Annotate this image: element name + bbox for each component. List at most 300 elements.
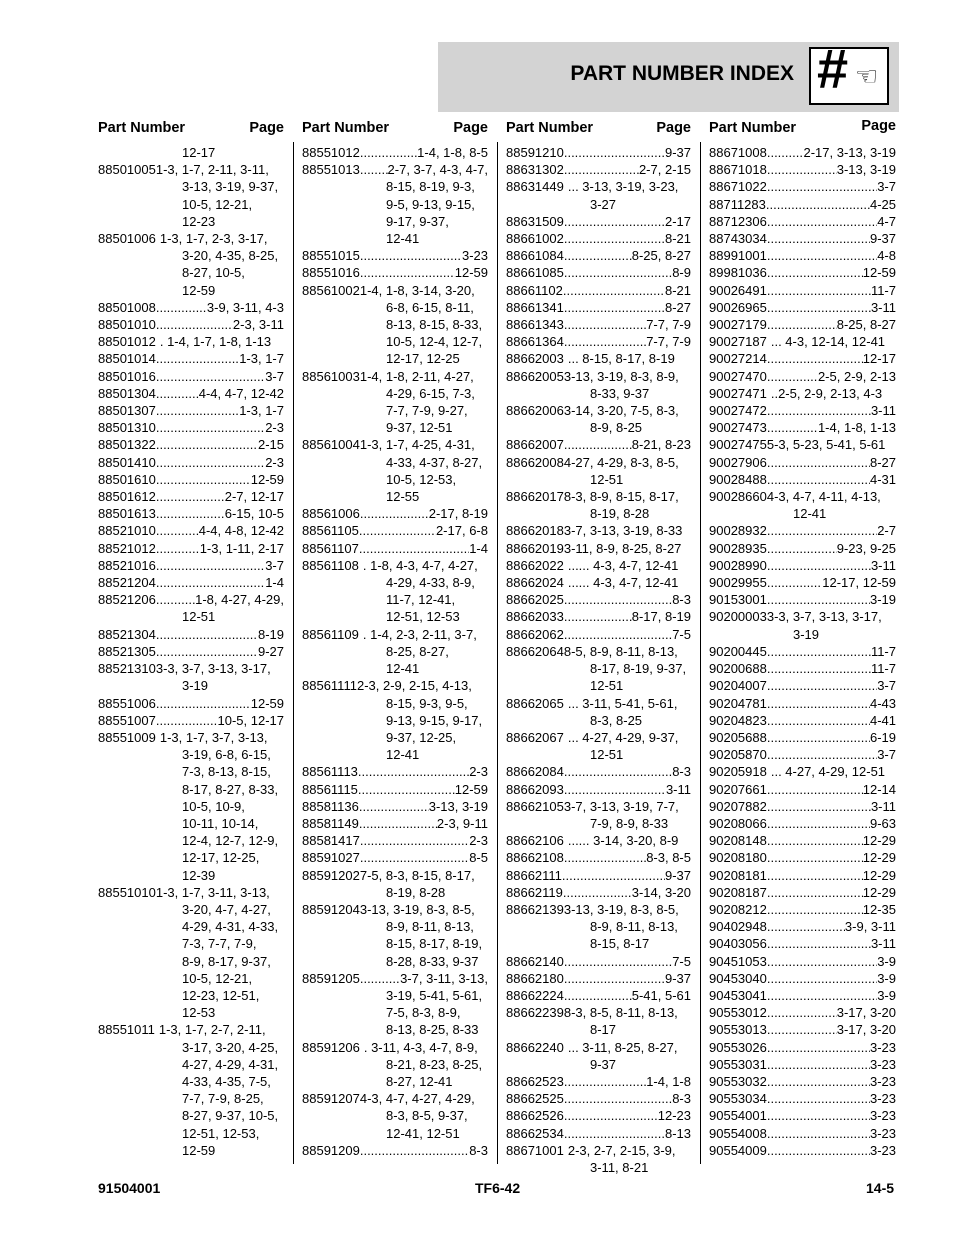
dot-leader xyxy=(564,626,672,643)
dot-leader xyxy=(766,196,870,213)
index-entry xyxy=(506,849,691,866)
page-references: 3-11 xyxy=(870,299,896,315)
index-entry xyxy=(98,643,284,660)
page-references-continuation: 8-17, 8-19, 9-37, xyxy=(590,661,687,677)
page-references-continuation: 10-5, 12-21, xyxy=(182,970,253,986)
page-references: 8-3 xyxy=(672,592,691,608)
page-references: 9-37 xyxy=(664,970,691,986)
page-references: 8-19 xyxy=(257,626,284,642)
page-references: -3, 1-7, 4-25, 4-31, xyxy=(367,437,475,453)
page-references: 3-23 xyxy=(869,1073,896,1089)
index-entry xyxy=(98,454,284,471)
page-references: 8-3 xyxy=(672,1091,691,1107)
page-references: -3, 8-9, 8-15, 8-17, xyxy=(571,489,679,505)
index-entry xyxy=(98,574,284,591)
index-entry xyxy=(709,815,896,832)
dot-leader xyxy=(767,264,863,281)
part-number: 88662108 xyxy=(506,850,564,866)
index-entry xyxy=(709,299,896,316)
index-entry xyxy=(709,867,896,884)
page-references: 3-17, 3-20 xyxy=(836,1005,896,1021)
part-number: 90029955 xyxy=(709,575,767,591)
page-references: 2-7 xyxy=(877,523,896,539)
page-references: 3-7 xyxy=(877,179,896,195)
index-entry xyxy=(98,471,284,488)
dot-leader xyxy=(767,781,863,798)
page-references-continuation: 9-37, 12-25, xyxy=(386,729,457,745)
page-references-continuation: 7-3, 7-7, 7-9, xyxy=(182,936,257,952)
page-references: 3-23 xyxy=(869,1125,896,1141)
dot-leader xyxy=(359,522,436,539)
page-references: 1-3, 1-11, 2-17 xyxy=(199,540,284,556)
dot-leader xyxy=(360,1142,469,1159)
dot-leader xyxy=(767,316,837,333)
index-entry xyxy=(709,196,896,213)
part-number: 88662224 xyxy=(506,987,564,1003)
part-number: 90027471 xyxy=(709,385,767,401)
dot-leader xyxy=(767,867,863,884)
part-number: 88521206 xyxy=(98,592,156,608)
dot-leader xyxy=(767,1125,870,1142)
page-references: 12-35 xyxy=(862,901,896,917)
page-references-continuation: 12-51 xyxy=(590,678,624,694)
part-number: 90208148 xyxy=(709,833,767,849)
part-number: 88662084 xyxy=(506,764,564,780)
page-references: 7-7, 7-9 xyxy=(646,334,691,350)
index-entry xyxy=(302,901,488,918)
part-number: 90200445 xyxy=(709,643,767,659)
page-references: 8-3, 8-5 xyxy=(646,850,691,866)
part-number: 88501612 xyxy=(98,489,156,505)
page-references-continuation: 12-23 xyxy=(182,213,216,229)
page-references: 8-21, 8-23 xyxy=(631,437,691,453)
index-entry xyxy=(506,867,691,884)
page-references: 12-17 xyxy=(862,351,896,367)
page-references: 1-3, 1-7 xyxy=(239,403,284,419)
page-references-continuation: 9-17, 9-37, xyxy=(386,213,449,229)
page-references-continuation: 8-21, 8-23, 8-25, xyxy=(386,1056,483,1072)
part-number: 90027179 xyxy=(709,317,767,333)
page-references-continuation: 8-13, 8-25, 8-33 xyxy=(386,1022,479,1038)
page-references: 3-19 xyxy=(869,592,896,608)
part-number: 88551013 xyxy=(302,162,360,178)
page-references-continuation: 10-5, 12-53, xyxy=(386,471,457,487)
part-number: 88551012 xyxy=(302,145,360,160)
index-entry xyxy=(302,368,488,385)
index-entry xyxy=(506,643,691,660)
part-number: 90205870 xyxy=(709,747,767,763)
page-references: ... 4-27, 4-29, 12-51 xyxy=(770,764,886,780)
dot-leader xyxy=(156,522,199,539)
page-references: 6-19 xyxy=(869,729,896,745)
page-references: 3-17, 3-20 xyxy=(836,1022,896,1038)
index-entry xyxy=(709,557,896,574)
index-entry xyxy=(302,436,488,453)
index-entry xyxy=(709,213,896,230)
page-references: 9-63 xyxy=(869,815,896,831)
part-number: 885611112 xyxy=(302,678,365,694)
part-number: 88501410 xyxy=(98,454,156,470)
index-entry xyxy=(506,213,691,230)
page-references: 2-3, 3-11 xyxy=(232,317,284,333)
index-entry xyxy=(506,299,691,316)
index-entry xyxy=(302,781,488,798)
page-references: 3-7 xyxy=(265,368,284,384)
page-references: 4-4, 4-7, 12-42 xyxy=(198,385,284,401)
dot-leader xyxy=(564,608,632,625)
part-number: 88561113 xyxy=(302,764,358,780)
part-number: 90207882 xyxy=(709,798,767,814)
index-entry xyxy=(709,471,896,488)
part-number: 88662119 xyxy=(506,884,563,900)
part-number: 88631509 xyxy=(506,213,564,229)
page-references: 3-9 xyxy=(877,953,896,969)
page-header: Page xyxy=(453,120,488,136)
index-entry xyxy=(709,247,896,264)
index-entry xyxy=(302,763,488,780)
page-references: ... 4-27, 4-29, 9-37, xyxy=(567,729,679,745)
dot-leader xyxy=(564,763,672,780)
page-references: 2-7, 2-15 xyxy=(638,162,691,178)
index-entry xyxy=(506,1090,691,1107)
page-references-continuation: 12-41 xyxy=(386,661,420,677)
part-number: 88551007 xyxy=(98,712,156,728)
index-entry xyxy=(98,368,284,385)
part-number: 88561107 xyxy=(302,540,359,556)
index-entry xyxy=(98,230,284,247)
index-entry xyxy=(506,970,691,987)
page-references: 3-23 xyxy=(869,1039,896,1055)
part-number: 88662140 xyxy=(506,953,564,969)
part-number: 88662065 xyxy=(506,695,564,711)
model-label: TF6-42 xyxy=(475,1180,521,1196)
page-references-continuation: 8-27, 10-5, xyxy=(182,265,245,281)
dot-leader xyxy=(360,505,429,522)
page-references-continuation: 8-27, 9-37, 10-5, xyxy=(182,1108,279,1124)
index-entry xyxy=(302,798,488,815)
page-references: -7, 3-13, 3-19, 8-33 xyxy=(571,523,683,539)
part-number: 88712306 xyxy=(709,213,767,229)
index-entry xyxy=(98,540,284,557)
dot-leader xyxy=(360,849,469,866)
page-references-continuation: 10-5, 12-21, xyxy=(182,196,253,212)
part-number: 886621393 xyxy=(506,901,572,917)
page-references: 4-43 xyxy=(869,695,896,711)
page-references: ... 3-13, 3-19, 3-23, xyxy=(567,179,679,195)
index-entry xyxy=(302,144,488,161)
index-entry xyxy=(709,901,896,918)
part-number: 90402948 xyxy=(709,919,767,935)
dot-leader xyxy=(767,832,863,849)
index-entry xyxy=(709,608,896,625)
page-references: 2-3, 9-11 xyxy=(436,815,488,831)
page-references: -3, 2-9, 2-15, 4-13, xyxy=(364,678,472,694)
dot-leader xyxy=(767,953,877,970)
part-number: 88561109 xyxy=(302,626,359,642)
page-references: 12-59 xyxy=(454,781,488,797)
dot-leader xyxy=(564,161,639,178)
index-entry xyxy=(302,867,488,884)
index-entry xyxy=(709,591,896,608)
index-entry xyxy=(98,488,284,505)
index-entry xyxy=(709,660,896,677)
page-references: -7, 3-13, 3-19, 7-7, xyxy=(571,798,679,814)
part-number: 88662526 xyxy=(506,1108,564,1124)
page-references-continuation: 7-7, 7-9, 9-27, xyxy=(386,403,468,419)
page-references: -3, 3-7, 3-13, 3-17, xyxy=(774,609,882,625)
dot-leader xyxy=(767,884,863,901)
index-entry xyxy=(709,385,896,402)
page-references-continuation: 10-11, 10-14, xyxy=(182,815,259,831)
page-references-continuation: 10-5, 12-4, 12-7, xyxy=(386,334,483,350)
part-number: 88631449 xyxy=(506,179,564,195)
index-entry xyxy=(709,161,896,178)
part-number: 886622398 xyxy=(506,1005,572,1021)
dot-leader xyxy=(156,626,258,643)
page-references-continuation: 12-53 xyxy=(182,1005,216,1021)
dot-leader xyxy=(564,144,665,161)
page-references-continuation: 12-51 xyxy=(590,747,624,763)
part-number: 88662007 xyxy=(506,437,564,453)
page-references-continuation: 3-27 xyxy=(590,196,617,212)
part-number: 90027214 xyxy=(709,351,767,367)
dot-leader xyxy=(767,299,871,316)
page-header: Page xyxy=(249,120,284,136)
part-number: 90028932 xyxy=(709,523,767,539)
page-references: 3-11 xyxy=(870,557,896,573)
dot-leader xyxy=(360,247,462,264)
part-number: 885213103 xyxy=(98,661,164,677)
page-references: 12-29 xyxy=(862,850,896,866)
page-references: 9-37 xyxy=(869,231,896,247)
part-number: 88631302 xyxy=(506,162,564,178)
part-number: 885010051 xyxy=(98,162,164,178)
page-references: 3-9 xyxy=(877,970,896,986)
page-header: Page xyxy=(656,120,691,136)
part-number: 885610041 xyxy=(302,437,368,453)
column-divider xyxy=(293,142,294,1164)
part-number: 886620063 xyxy=(506,403,572,419)
page-references: 3-9 xyxy=(877,987,896,1003)
part-number: 900274755 xyxy=(709,437,775,453)
document-number: 91504001 xyxy=(98,1180,161,1196)
index-entry xyxy=(709,1142,896,1159)
part-number: 88501310 xyxy=(98,420,156,436)
page-references-continuation: 3-19 xyxy=(793,626,820,642)
page-references-continuation: 4-27, 4-29, 4-31, xyxy=(182,1056,279,1072)
dot-leader xyxy=(767,574,822,591)
page-references-continuation: 3-20, 4-7, 4-27, xyxy=(182,901,271,917)
page-references: 11-7 xyxy=(870,661,896,677)
page-references: 1-4 xyxy=(469,540,488,556)
page-references: -14, 3-20, 7-5, 8-3, xyxy=(571,403,679,419)
index-entry xyxy=(709,884,896,901)
part-number: 88671018 xyxy=(709,162,767,178)
index-entry xyxy=(506,436,691,453)
part-number: 886620183 xyxy=(506,523,572,539)
dot-leader xyxy=(767,660,871,677)
page-references-continuation: 12-17, 12-25, xyxy=(182,850,260,866)
index-entry xyxy=(709,1039,896,1056)
index-entry xyxy=(709,230,896,247)
index-entry xyxy=(98,522,284,539)
index-entry xyxy=(506,402,691,419)
page-references: 8-13 xyxy=(664,1125,691,1141)
page-references-continuation: 8-27, 12-41 xyxy=(386,1073,453,1089)
dot-leader xyxy=(767,1056,870,1073)
page-references: 12-59 xyxy=(250,471,284,487)
index-entry xyxy=(302,1142,488,1159)
dot-leader xyxy=(564,849,646,866)
page-references-continuation: 12-4, 12-7, 12-9, xyxy=(182,833,279,849)
part-number: 90027187 xyxy=(709,334,767,350)
index-entry xyxy=(302,505,488,522)
page-references: 1-4, 1-8, 1-13 xyxy=(817,420,896,436)
page-references: 1-3, 1-7 xyxy=(239,351,284,367)
dot-leader xyxy=(156,350,239,367)
page-references: ...... 4-3, 4-7, 12-41 xyxy=(567,557,679,573)
part-number: 885912074 xyxy=(302,1091,368,1107)
index-entry xyxy=(709,935,896,952)
page-references-continuation: 12-51, 12-53 xyxy=(386,609,460,625)
part-number: 88551016 xyxy=(302,265,360,281)
page-references: 4-31 xyxy=(869,471,896,487)
part-number: 88591206 xyxy=(302,1039,360,1055)
page-references: 2-17, 6-8 xyxy=(435,523,488,539)
page-references-continuation: 12-23, 12-51, xyxy=(182,987,260,1003)
part-number: 90553031 xyxy=(709,1056,767,1072)
index-entry xyxy=(506,488,691,505)
part-number: 88561115 xyxy=(302,781,358,797)
index-entry xyxy=(709,522,896,539)
dot-leader xyxy=(767,677,877,694)
dot-leader xyxy=(767,178,877,195)
page-references: 12-29 xyxy=(862,867,896,883)
index-entry xyxy=(506,1142,691,1159)
part-number: 90553013 xyxy=(709,1022,767,1038)
page-references: 2-17, 3-13, 3-19 xyxy=(803,145,896,160)
hash-pointing-hand-icon: # ☜ xyxy=(809,47,889,105)
part-number: 886621053 xyxy=(506,798,572,814)
part-number: 88661364 xyxy=(506,334,564,350)
part-number: 88662525 xyxy=(506,1091,564,1107)
index-entry xyxy=(506,763,691,780)
part-number: 88521016 xyxy=(98,557,156,573)
page-references: . 1-4, 1-7, 1-8, 1-13 xyxy=(159,334,272,350)
dot-leader xyxy=(767,729,870,746)
index-entry xyxy=(506,901,691,918)
page-references: 4-41 xyxy=(869,712,896,728)
page-references: 2-15 xyxy=(257,437,284,453)
page-references-continuation: 3-17, 3-20, 4-25, xyxy=(182,1039,279,1055)
index-entry xyxy=(506,953,691,970)
page-references: 1-8, 4-27, 4-29, xyxy=(195,592,284,608)
part-number: 90208181 xyxy=(709,867,767,883)
part-number: 90027472 xyxy=(709,403,767,419)
dot-leader xyxy=(767,557,871,574)
dot-leader xyxy=(767,746,877,763)
dot-leader xyxy=(767,695,870,712)
dot-leader xyxy=(360,970,400,987)
part-number: 90553026 xyxy=(709,1039,767,1055)
part-number: 88501016 xyxy=(98,368,156,384)
index-entry xyxy=(506,178,691,195)
index-entry xyxy=(709,781,896,798)
page-references-continuation: 8-3, 8-25 xyxy=(590,712,643,728)
dot-leader xyxy=(767,213,877,230)
dot-leader xyxy=(767,901,863,918)
index-entry xyxy=(709,953,896,970)
index-entry xyxy=(302,557,488,574)
page-references-continuation: 9-37 xyxy=(590,1056,617,1072)
page-references: 9-37 xyxy=(664,145,691,160)
page-references: 12-23 xyxy=(657,1108,691,1124)
index-entry xyxy=(302,540,488,557)
part-number: 88561006 xyxy=(302,506,360,522)
page-references-continuation: 12-41, 12-51 xyxy=(386,1125,460,1141)
page-references: 9-27 xyxy=(257,643,284,659)
dot-leader xyxy=(767,419,818,436)
part-number: 88662067 xyxy=(506,729,564,745)
part-number: 90403056 xyxy=(709,936,767,952)
page-references: 1-4, 1-8 xyxy=(646,1073,691,1089)
part-number: 88501012 xyxy=(98,334,156,350)
part-number: 88662523 xyxy=(506,1073,564,1089)
index-entry xyxy=(709,316,896,333)
index-entry xyxy=(98,316,284,333)
part-number: 88581149 xyxy=(302,815,359,831)
column-divider xyxy=(700,142,701,1164)
index-entry xyxy=(302,626,488,643)
page-references: 3-23 xyxy=(869,1056,896,1072)
page-references: -27, 4-29, 8-3, 8-5, xyxy=(571,454,679,470)
part-number: 88662534 xyxy=(506,1125,564,1141)
page-references-continuation: 12-59 xyxy=(182,282,216,298)
page-references: 8-5 xyxy=(469,850,488,866)
page-references: ...... 4-3, 4-7, 12-41 xyxy=(567,575,679,591)
dot-leader xyxy=(359,798,429,815)
page-references-continuation: 8-3, 8-5, 9-37, xyxy=(386,1108,468,1124)
dot-leader xyxy=(360,161,388,178)
page-references: 2-3 xyxy=(469,833,488,849)
index-entry xyxy=(709,677,896,694)
index-entry xyxy=(709,1004,896,1021)
page-references-continuation: 12-41 xyxy=(386,231,420,247)
index-entry xyxy=(709,264,896,281)
dot-leader xyxy=(767,144,804,161)
index-entry xyxy=(709,333,896,350)
page-references: -3, 1-7, 3-11, 3-13, xyxy=(163,884,270,900)
page-references: -5, 8-9, 8-11, 8-13, xyxy=(571,643,678,659)
index-entry xyxy=(709,282,896,299)
dot-leader xyxy=(767,1107,870,1124)
page-references-continuation: 8-17 xyxy=(590,1022,617,1038)
page-references: 3-13, 3-19 xyxy=(428,798,488,814)
part-number: 90207661 xyxy=(709,781,767,797)
page-references-continuation: 10-5, 10-9, xyxy=(182,798,245,814)
index-entry xyxy=(506,522,691,539)
part-number: 88662240 xyxy=(506,1039,564,1055)
index-entry xyxy=(709,695,896,712)
page-references: 3-23 xyxy=(869,1108,896,1124)
part-number: 88561105 xyxy=(302,523,359,539)
dot-leader xyxy=(156,419,265,436)
index-entry xyxy=(506,591,691,608)
part-number: 88671022 xyxy=(709,179,767,195)
part-number: 90208180 xyxy=(709,850,767,866)
part-number: 88662022 xyxy=(506,557,564,573)
index-entry xyxy=(302,1039,488,1056)
